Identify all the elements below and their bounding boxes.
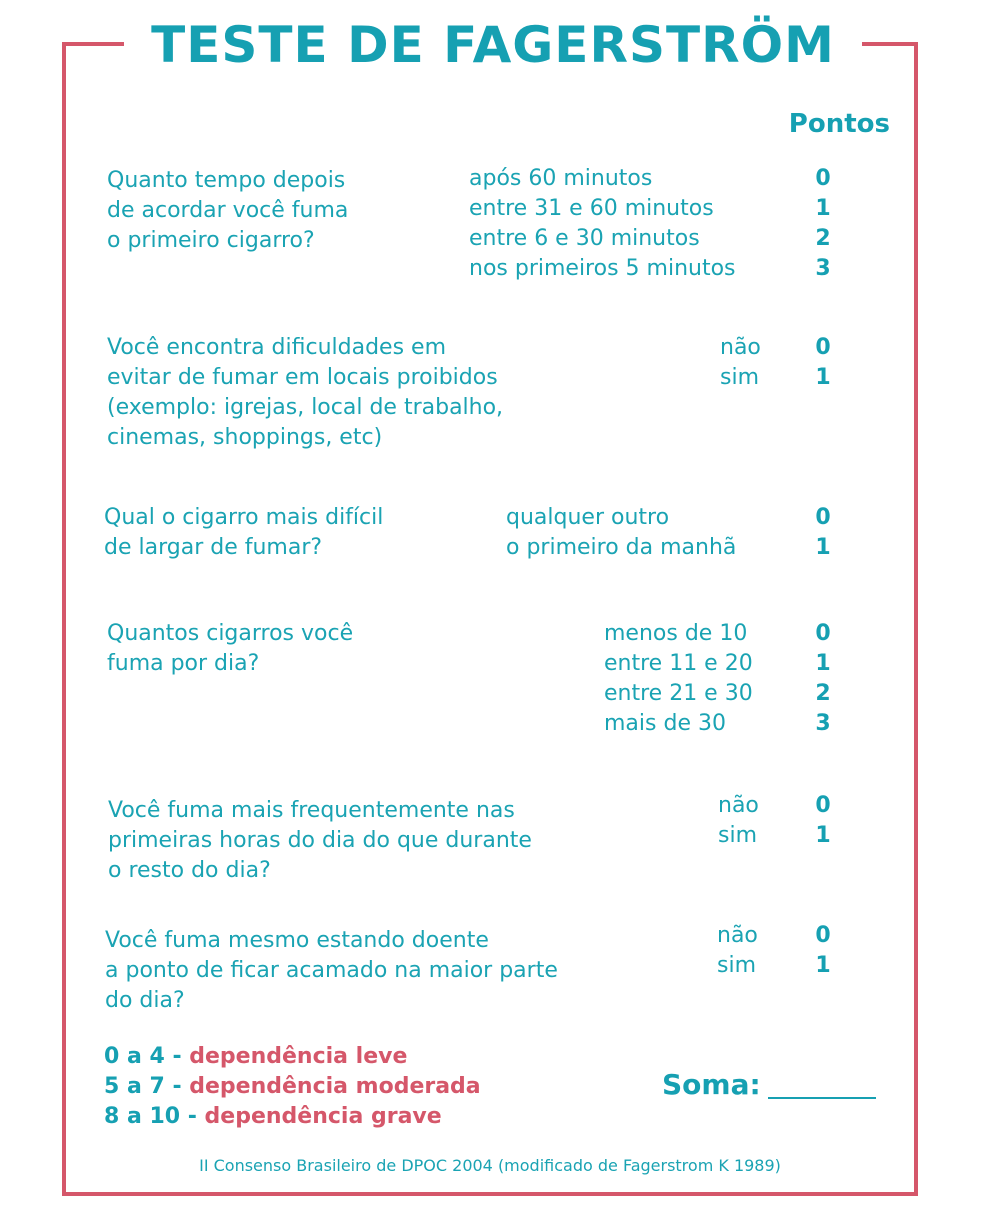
point-value: 0	[815, 923, 831, 948]
point-value: 1	[815, 823, 831, 848]
legend-level: dependência leve	[189, 1044, 408, 1069]
question-5-options	[718, 791, 759, 851]
border-frame-top-left	[62, 42, 124, 46]
question-3-points	[800, 503, 846, 563]
question-1-points	[800, 164, 846, 284]
option: entre 6 e 30 minutos	[469, 226, 700, 251]
question-4-text	[107, 619, 353, 679]
question-line: Você fuma mais frequentemente nas	[108, 798, 515, 823]
question-line: de largar de fumar?	[104, 535, 323, 560]
question-3-options	[506, 503, 736, 563]
question-line: primeiras horas do dia do que durante	[108, 828, 532, 853]
question-6-text	[105, 926, 558, 1016]
question-line: o primeiro cigarro?	[107, 228, 315, 253]
question-line: evitar de fumar em locais proibidos	[107, 365, 498, 390]
point-value: 0	[815, 335, 831, 360]
question-2-text	[107, 333, 503, 453]
option: sim	[718, 823, 758, 848]
question-line: de acordar você fuma	[107, 198, 349, 223]
option: qualquer outro	[506, 505, 670, 530]
option: nos primeiros 5 minutos	[469, 256, 736, 281]
option: mais de 30	[604, 711, 726, 736]
legend-range: 8 a 10 -	[104, 1104, 205, 1129]
legend-level: dependência moderada	[189, 1074, 481, 1099]
question-line: Qual o cigarro mais difícil	[104, 505, 384, 530]
question-1-text	[107, 166, 348, 256]
point-value: 3	[815, 256, 831, 281]
option: sim	[717, 953, 757, 978]
question-line: Você encontra dificuldades em	[107, 335, 447, 360]
legend-level: dependência grave	[204, 1104, 442, 1129]
option: entre 11 e 20	[604, 651, 753, 676]
question-2-points	[800, 333, 846, 393]
page-title: TESTE DE FAGERSTRÖM	[151, 16, 835, 74]
source-footer: II Consenso Brasileiro de DPOC 2004 (modificado de Fagerstrom K 1989)	[199, 1156, 781, 1175]
question-line: Você fuma mesmo estando doente	[105, 928, 489, 953]
question-line: do dia?	[105, 988, 185, 1013]
point-value: 2	[815, 681, 831, 706]
question-4-options	[604, 619, 753, 739]
option: após 60 minutos	[469, 166, 653, 191]
option: o primeiro da manhã	[506, 535, 737, 560]
point-value: 0	[815, 166, 831, 191]
option: sim	[720, 365, 760, 390]
point-value: 3	[815, 711, 831, 736]
legend-range: 0 a 4 -	[104, 1044, 190, 1069]
point-value: 1	[815, 535, 831, 560]
legend-row	[104, 1042, 481, 1072]
question-line: Quanto tempo depois	[107, 168, 346, 193]
point-value: 0	[815, 505, 831, 530]
point-value: 1	[815, 196, 831, 221]
point-value: 1	[815, 365, 831, 390]
points-header: Pontos	[788, 109, 890, 139]
legend-range: 5 a 7 -	[104, 1074, 190, 1099]
point-value: 1	[815, 953, 831, 978]
border-frame-top-right	[862, 42, 918, 46]
question-6-options	[717, 921, 758, 981]
option: entre 21 e 30	[604, 681, 753, 706]
option: não	[718, 793, 759, 818]
option: não	[720, 335, 761, 360]
question-4-points	[800, 619, 846, 739]
legend-row	[104, 1102, 481, 1132]
point-value: 2	[815, 226, 831, 251]
option: não	[717, 923, 758, 948]
question-line: Quantos cigarros você	[107, 621, 354, 646]
question-line: fuma por dia?	[107, 651, 260, 676]
question-line: cinemas, shoppings, etc)	[107, 425, 383, 450]
question-line: a ponto de ficar acamado na maior parte	[105, 958, 558, 983]
sum-blank-line	[768, 1097, 876, 1099]
legend-row	[104, 1072, 481, 1102]
point-value: 1	[815, 651, 831, 676]
question-6-points	[800, 921, 846, 981]
question-line: o resto do dia?	[108, 858, 271, 883]
question-2-options	[720, 333, 761, 393]
point-value: 0	[815, 793, 831, 818]
sum-label: Soma:	[662, 1068, 761, 1101]
point-value: 0	[815, 621, 831, 646]
question-5-text	[108, 796, 532, 886]
question-1-options	[469, 164, 736, 284]
question-line: (exemplo: igrejas, local de trabalho,	[107, 395, 504, 420]
option: entre 31 e 60 minutos	[469, 196, 714, 221]
question-3-text	[104, 503, 383, 563]
option: menos de 10	[604, 621, 748, 646]
question-5-points	[800, 791, 846, 851]
dependency-legend	[104, 1042, 481, 1132]
